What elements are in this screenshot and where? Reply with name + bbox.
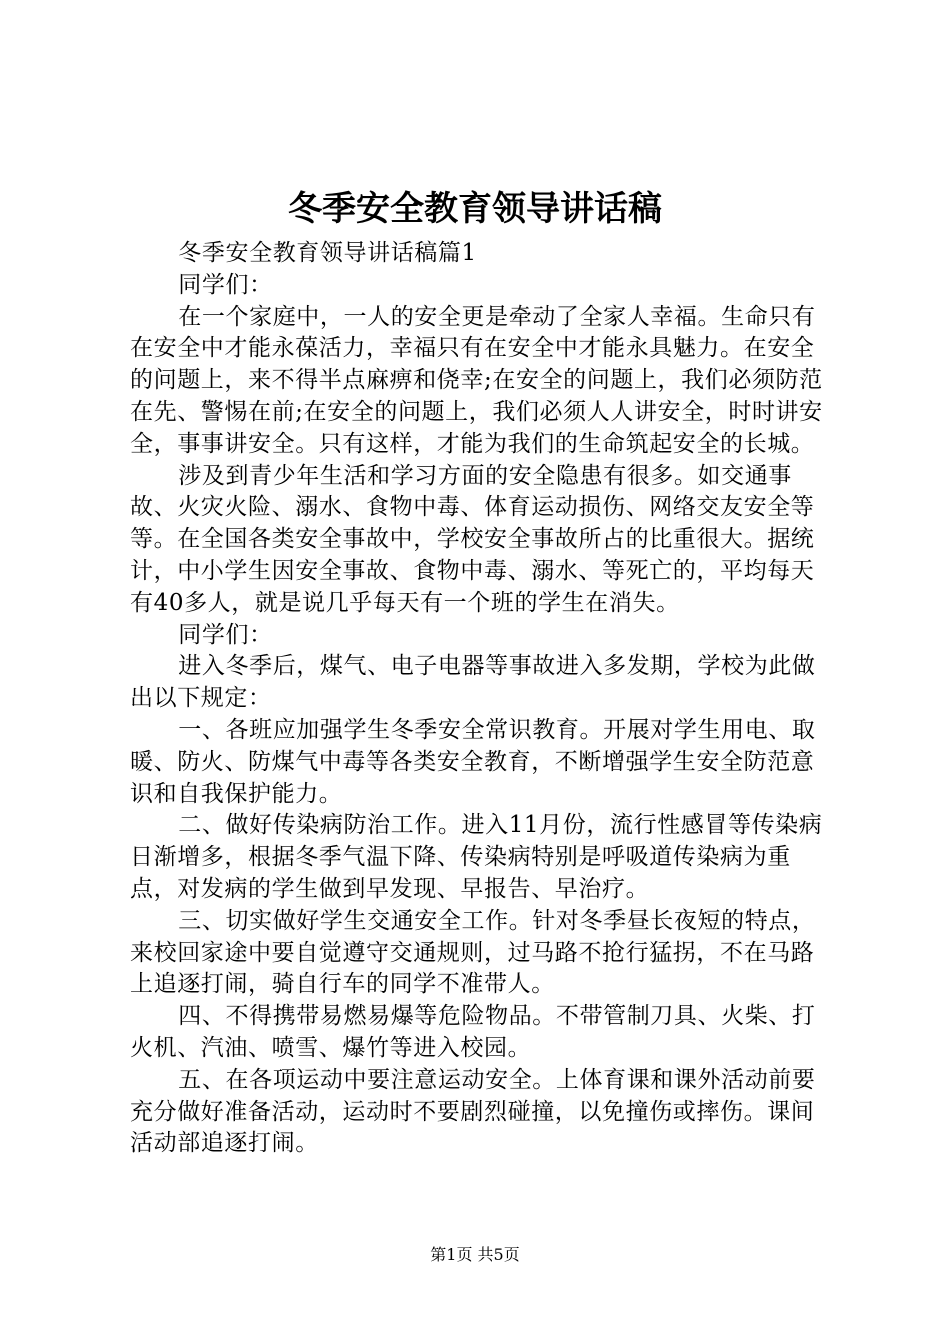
rule-item: 五、在各项运动中要注意运动安全。上体育课和课外活动前要充分做好准备活动，运动时不要剧烈碰撞，以免撞伤或摔伤。课间活动部追逐打闹。 bbox=[130, 1066, 816, 1157]
paragraph: 进入冬季后，煤气、电子电器等事故进入多发期，学校为此做出以下规定： bbox=[130, 653, 816, 712]
rule-item: 三、切实做好学生交通安全工作。针对冬季昼长夜短的特点，来校回家途中要自觉遵守交通规则，过马路不抢行猛拐，不在马路上追逐打闹，骑自行车的同学不准带人。 bbox=[130, 907, 816, 998]
rule-item: 一、各班应加强学生冬季安全常识教育。开展对学生用电、取暖、防火、防煤气中毒等各类安全教育，不断增强学生安全防范意识和自我保护能力。 bbox=[130, 716, 816, 807]
rule-item: 四、不得携带易燃易爆等危险物品。不带管制刀具、火柴、打火机、汽油、喷雪、爆竹等进入校园。 bbox=[130, 1003, 816, 1061]
document-title: 冬季安全教育领导讲话稿 bbox=[288, 189, 662, 229]
salutation: 同学们： bbox=[178, 621, 273, 648]
rule-item: 二、做好传染病防治工作。进入11月份，流行性感冒等传染病日渐增多，根据冬季气温下降、传染病特别是呼吸道传染病为重点，对发病的学生做到早发现、早报告、早治疗。 bbox=[130, 812, 823, 902]
salutation: 同学们： bbox=[178, 271, 273, 298]
section-heading: 冬季安全教育领导讲话稿篇1 bbox=[178, 240, 477, 266]
page-footer: 第1页 共5页 bbox=[430, 1245, 520, 1264]
paragraph: 涉及到青少年生活和学习方面的安全隐患有很多。如交通事故、火灾火险、溺水、食物中毒、体育运动损伤、网络交友安全等等。在全国各类安全事故中，学校安全事故所占的比重很大。据统计，中小学生因安全事故、食物中毒、溺水、等死亡的，平均每天有40多人，就是说几乎每天有一个班的学生在消失。 bbox=[130, 462, 815, 616]
paragraph: 在一个家庭中，一人的安全更是牵动了全家人幸福。生命只有在安全中才能永葆活力，幸福只有在安全中才能永具魅力。在安全的问题上，来不得半点麻痹和侥幸;在安全的问题上，我们必须防范在先、警惕在前;在安全的问题上，我们必须人人讲安全，时时讲安全，事事讲安全。只有这样，才能为我们的生命筑起安全的长城。 bbox=[130, 303, 823, 457]
document-body bbox=[130, 238, 836, 1160]
